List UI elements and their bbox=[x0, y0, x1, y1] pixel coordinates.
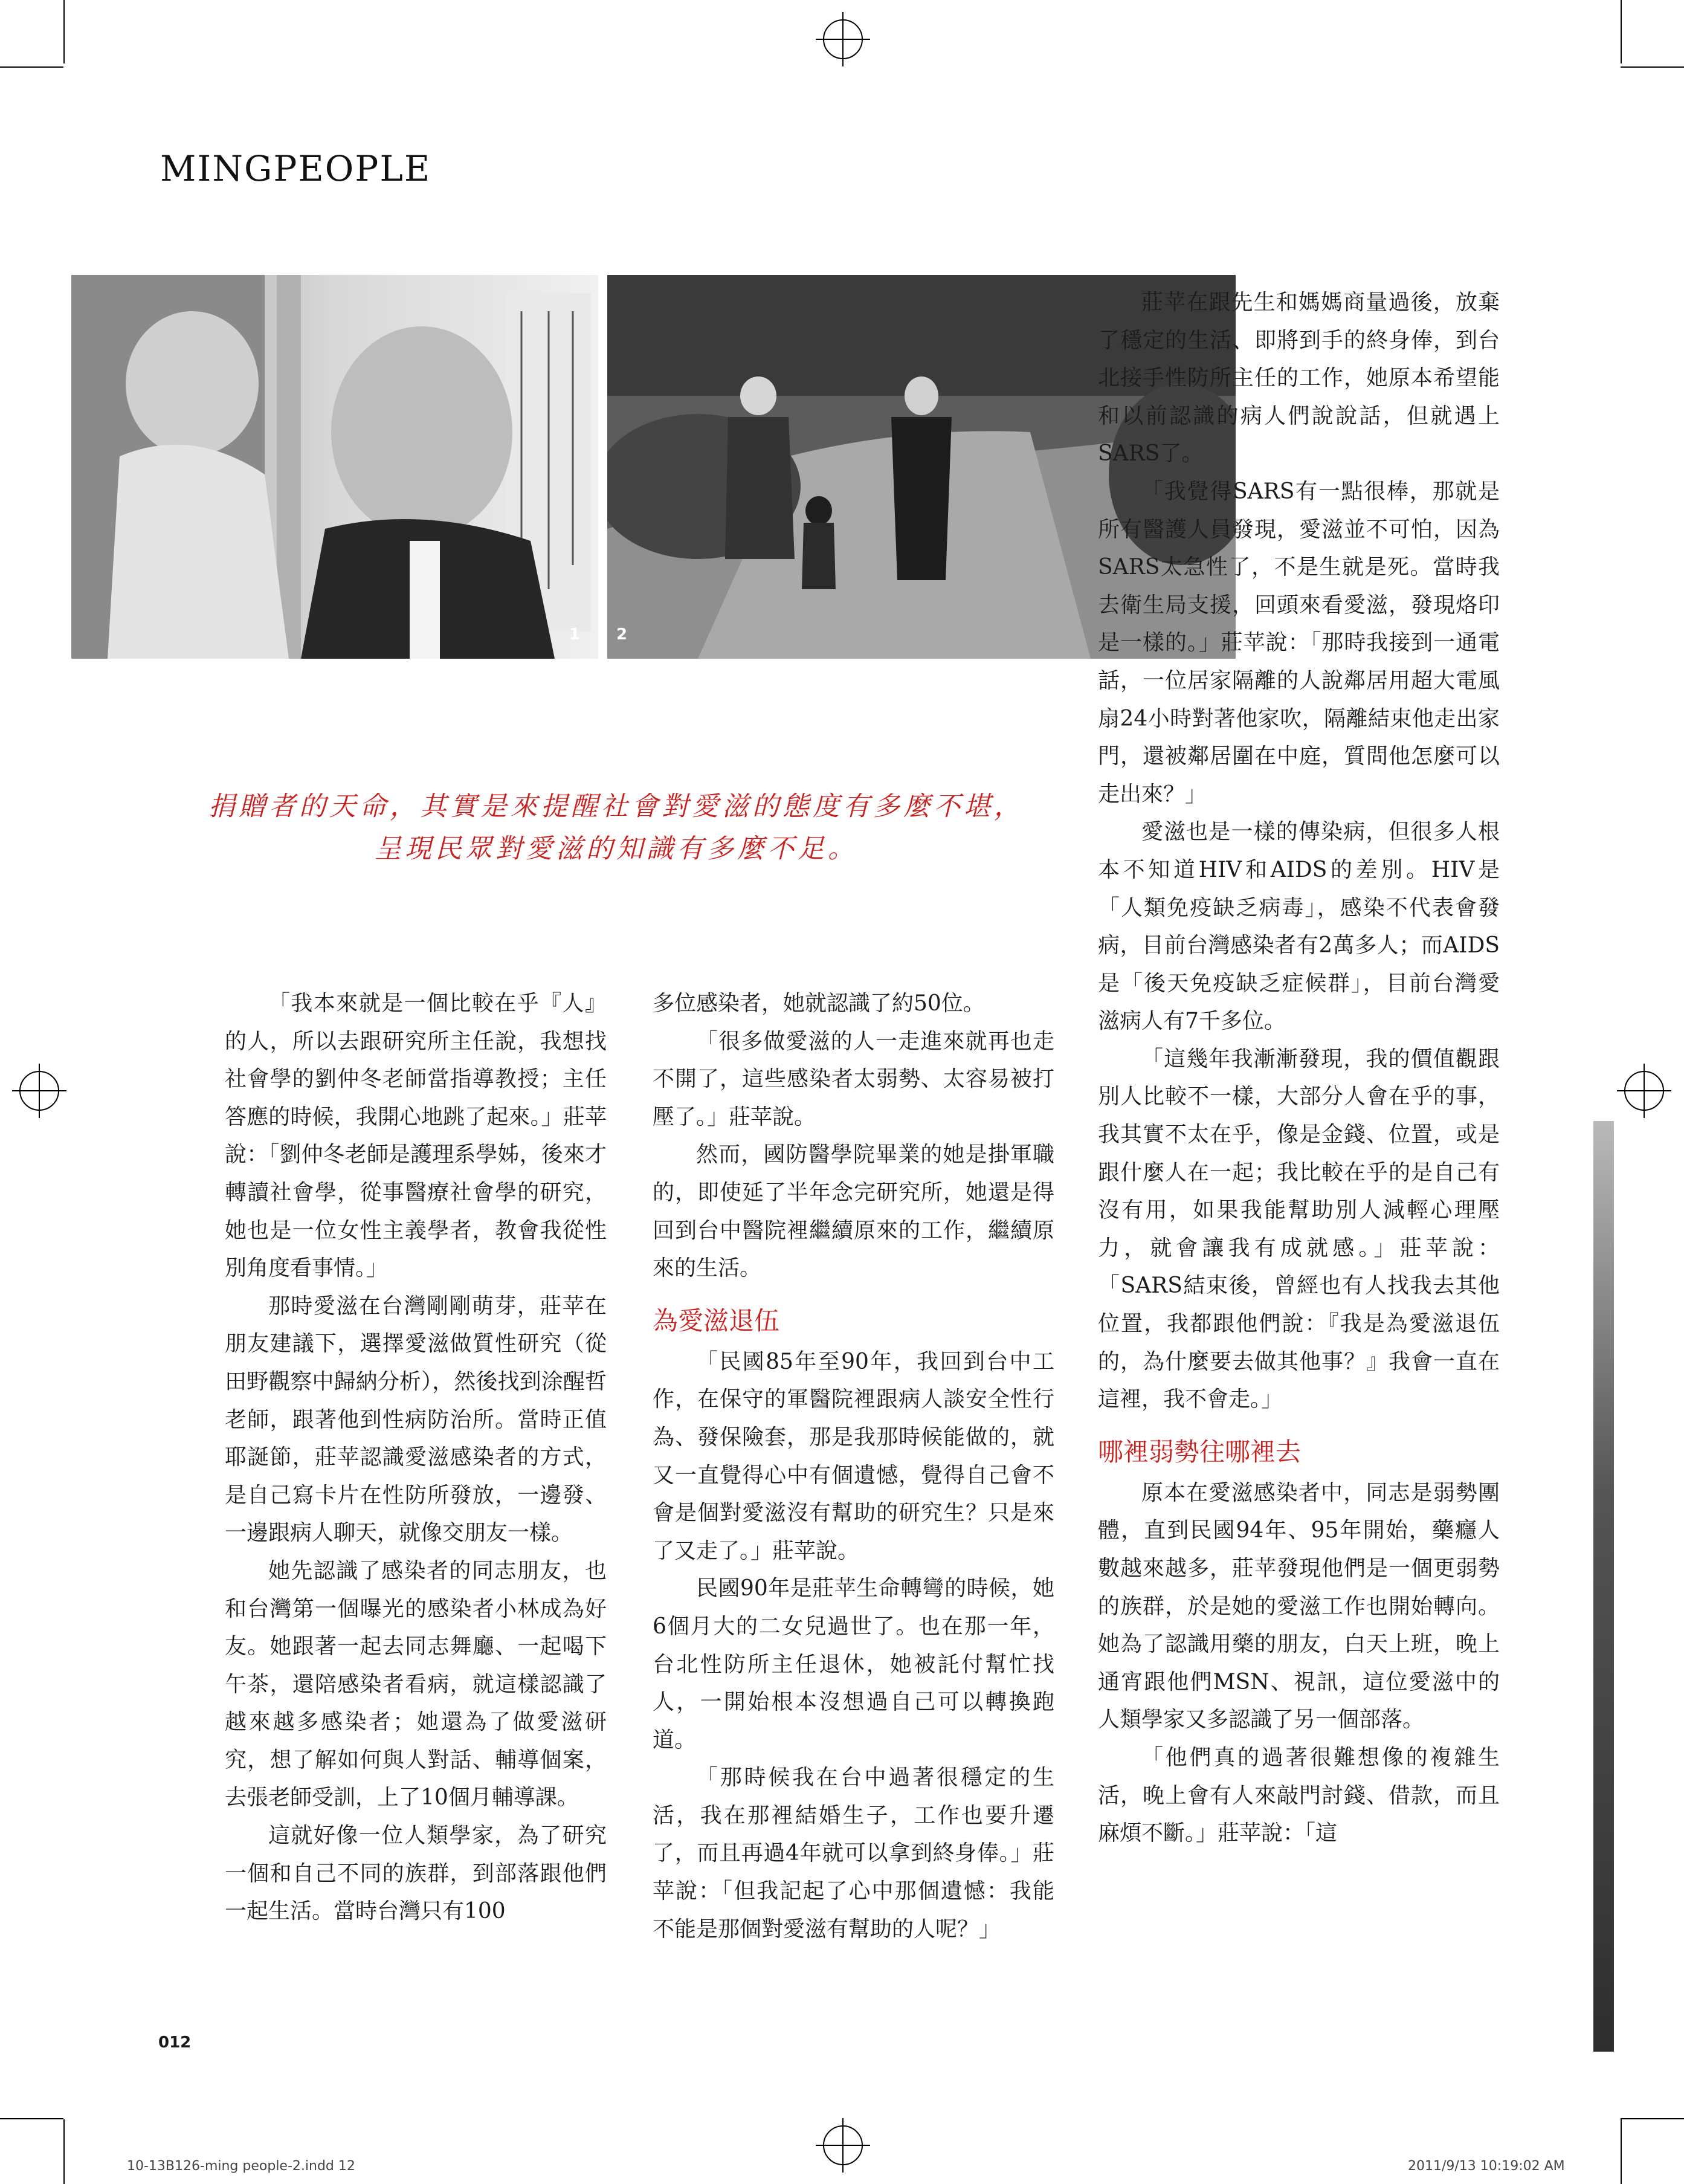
registration-mark bbox=[1617, 1064, 1671, 1118]
page-number: 012 bbox=[158, 2034, 192, 2052]
crop-mark bbox=[1621, 0, 1622, 63]
paragraph: 「我覺得SARS有一點很棒，那就是所有醫護人員發現，愛滋並不可怕，因為SARS太急性了，不是生就是死。當時我去衛生局支援，回頭來看愛滋，發現烙印是一樣的。」莊苹說：「那時我接到一通電話，一位居家隔離的人說鄰居用超大電風扇24小時對著他家吹，隔離結束他走出家門，還被鄰居圍在中庭，質問他怎麼可以走出來？」 bbox=[1098, 479, 1500, 807]
paragraph: 多位感染者，她就認識了約50位。 bbox=[653, 991, 985, 1016]
paragraph: 民國90年是莊苹生命轉彎的時候，她6個月大的二女兒過世了。也在那一年，台北性防所主任退休，她被託付幫忙找人，一開始根本沒想過自己可以轉換跑道。 bbox=[653, 1576, 1054, 1753]
article-column-1 bbox=[225, 985, 607, 1931]
crop-mark bbox=[1621, 66, 1684, 68]
paragraph: 原本在愛滋感染者中，同志是弱勢團體，直到民國94年、95年開始，藥癮人數越來越多，莊苹發現他們是一個更弱勢的族群，於是她的愛滋工作也開始轉向。她為了認識用藥的朋友，白天上班，晚上通宵跟他們MSN、視訊，這位愛滋中的人類學家又多認識了另一個部落。 bbox=[1098, 1480, 1500, 1733]
paragraph: 「他們真的過著很難想像的複雜生活，晚上會有人來敲門討錢、借款，而且麻煩不斷。」莊苹說：「這 bbox=[1098, 1745, 1500, 1846]
brand-title: MINGPEOPLE bbox=[160, 148, 431, 189]
registration-mark bbox=[816, 2118, 870, 2173]
paragraph: 「這幾年我漸漸發現，我的價值觀跟別人比較不一樣，大部分人會在乎的事，我其實不太在乎，像是金錢、位置，或是跟什麼人在一起；我比較在乎的是自己有沒有用，如果我能幫助別人減輕心理壓力，就會讓我有成就感。」莊苹說：「SARS結束後，曾經也有人找我去其他位置，我都跟他們說：『我是為愛滋退伍的，為什麼要去做其他事？』我會一直在這裡，我不會走。」 bbox=[1098, 1046, 1500, 1412]
pull-quote bbox=[199, 786, 1033, 870]
registration-mark bbox=[816, 12, 870, 66]
paragraph: 她先認識了感染者的同志朋友，也和台灣第一個曝光的感染者小林成為好友。她跟著一起去同志舞廳、一起喝下午茶，還陪感染者看病，就這樣認識了越來越多感染者；她還為了做愛滋研究，想了解如何與人對話、輔導個案，去張老師受訓，上了10個月輔導課。 bbox=[225, 1558, 607, 1811]
article-column-3 bbox=[1098, 284, 1500, 1853]
paragraph: 「我本來就是一個比較在乎『人』的人，所以去跟研究所主任說，我想找社會學的劉仲冬老師當指導教授；主任答應的時候，我開心地跳了起來。」莊苹說：「劉仲冬老師是護理系學姊，後來才轉讀社會學，從事醫療社會學的研究，她也是一位女性主義學者，教會我從性別角度看事情。」 bbox=[225, 991, 607, 1281]
photo-grandfather-child bbox=[71, 275, 598, 659]
paragraph: 那時愛滋在台灣剛剛萌芽，莊苹在朋友建議下，選擇愛滋做質性研究（從田野觀察中歸納分析），然後找到涂醒哲老師，跟著他到性病防治所。當時正值耶誕節，莊苹認識愛滋感染者的方式，是自己寫卡片在性防所發放，一邊發、一邊跟病人聊天，就像交朋友一樣。 bbox=[225, 1293, 607, 1546]
pull-quote-line: 捐贈者的天命，其實是來提醒社會對愛滋的態度有多麼不堪， bbox=[208, 791, 1024, 822]
photo-number: 2 bbox=[616, 625, 628, 644]
article-column-2 bbox=[653, 985, 1054, 1948]
print-slug-file: 10-13B126-ming people-2.indd 12 bbox=[127, 2159, 355, 2174]
paragraph: 愛滋也是一樣的傳染病，但很多人根本不知道HIV和AIDS的差別。HIV是「人類免疫缺乏病毒」，感染不代表會發病，目前台灣感染者有2萬多人；而AIDS是「後天免疫缺乏症候群」，目前台灣愛滋病人有7千多位。 bbox=[1098, 819, 1500, 1034]
pull-quote-line: 呈現民眾對愛滋的知識有多麼不足。 bbox=[375, 833, 858, 864]
paragraph: 「民國85年至90年，我回到台中工作，在保守的軍醫院裡跟病人談安全性行為、發保險套，那是我那時候能做的，就又一直覺得心中有個遺憾，覺得自己會不會是個對愛滋沒有幫助的研究生？只是來了又走了。」莊苹說。 bbox=[653, 1349, 1054, 1563]
paragraph: 莊苹在跟先生和媽媽商量過後，放棄了穩定的生活、即將到手的終身俸，到台北接手性防所主任的工作，她原本希望能和以前認識的病人們說說話，但就遇上SARS了。 bbox=[1098, 290, 1500, 467]
paragraph: 「那時候我在台中過著很穩定的生活，我在那裡結婚生子，工作也要升遷了，而且再過4年就可以拿到終身俸。」莊苹說：「但我記起了心中那個遺憾：我能不能是那個對愛滋有幫助的人呢？」 bbox=[653, 1765, 1054, 1942]
paragraph: 然而，國防醫學院畢業的她是掛軍職的，即使延了半年念完研究所，她還是得回到台中醫院裡繼續原來的工作，繼續原來的生活。 bbox=[653, 1142, 1054, 1281]
crop-mark bbox=[63, 0, 65, 63]
crop-mark bbox=[63, 2119, 65, 2184]
page-edge-bar bbox=[1593, 1121, 1614, 2052]
section-heading: 為愛滋退伍 bbox=[653, 1305, 780, 1336]
photo-number: 1 bbox=[569, 625, 580, 644]
paragraph: 「很多做愛滋的人一走進來就再也走不開了，這些感染者太弱勢、太容易被打壓了。」莊苹說。 bbox=[653, 1029, 1054, 1129]
crop-mark bbox=[1621, 2118, 1684, 2119]
crop-mark bbox=[0, 2118, 63, 2119]
section-heading: 哪裡弱勢往哪裡去 bbox=[1098, 1436, 1302, 1467]
registration-mark bbox=[12, 1064, 66, 1118]
crop-mark bbox=[1621, 2119, 1622, 2184]
print-slug-date: 2011/9/13 10:19:02 AM bbox=[1408, 2159, 1565, 2174]
crop-mark bbox=[0, 66, 63, 68]
paragraph: 這就好像一位人類學家，為了研究一個和自己不同的族群，到部落跟他們一起生活。當時台灣只有100 bbox=[225, 1823, 607, 1924]
